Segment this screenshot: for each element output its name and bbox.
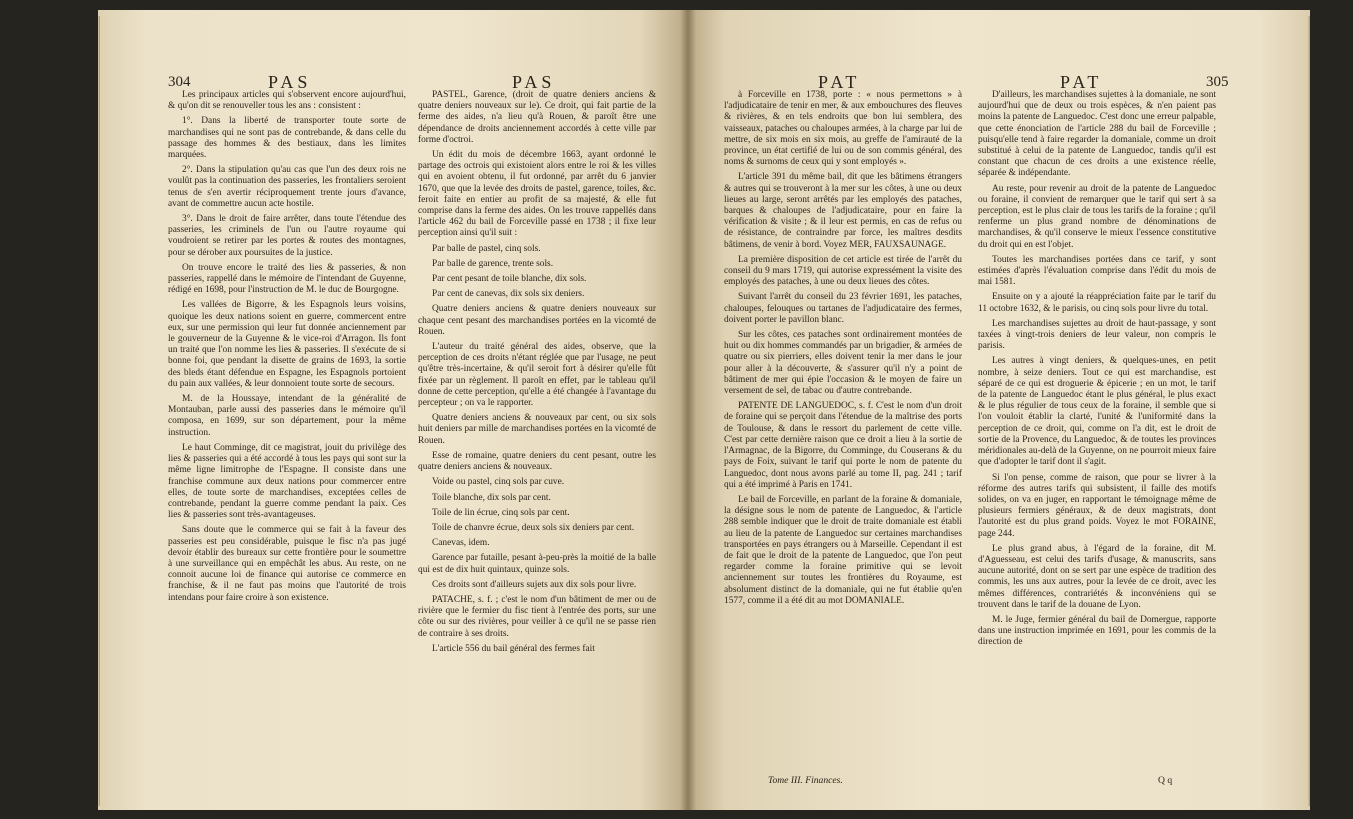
page-number: 304	[168, 74, 191, 90]
book-gutter	[680, 10, 696, 810]
paragraph: Le plus grand abus, à l'égard de la foraine, dit M. d'Aguesseau, est celui des tarifs d'usage, & manuscrits, sans aucune autorité, dont on se sert par une espèce de tradition des commis, les uns aux autres, pour la levée de ce droit, avec les mêmes différences, contrariétés & inconvéniens qui se trouvent dans le tarif de la douane de Lyon.	[978, 543, 1216, 610]
paragraph: Les principaux articles qui s'observent encore aujourd'hui, & qu'on dit se renouveller tous les ans : consistent :	[168, 90, 406, 112]
paragraph: Quatre deniers anciens & quatre deniers nouveaux sur chaque cent pesant des marchandises portées en la vicomté de Rouen.	[418, 304, 656, 337]
paragraph: Les marchandises sujettes au droit de haut-passage, y sont taxées à vingt-trois deniers de leur valeur, non compris le parisis.	[978, 318, 1216, 352]
paragraph: M. le Juge, fermier général du bail de Domergue, rapporte dans une instruction imprimée en 1691, pour les commis de la direction de	[978, 614, 1216, 648]
paragraph: L'article 556 du bail général des fermes fait	[432, 643, 595, 654]
paragraph: Les autres à vingt deniers, & quelques-unes, en petit nombre, à seize deniers. Tout ce qui est marchandise, est séparé de ce qui est droguerie & épicerie ; en un mot, le tarif de la patente de Languedoc étant le plus général, le plus exact & le plus régulier de tous ceux de la foraine, il semble que si l'on vouloit établir la clarté, l'unité & l'uniformité dans la perception de ce droit, qui, comme on l'a dit, est le droit de sortie de la Provence, du Languedoc, & de toutes les provinces méridionales au-delà de la Guyenne, on ne pourroit mieux faire que d'adopter le tarif dont il s'agit.	[978, 356, 1216, 468]
paragraph: PATENTE DE LANGUEDOC, s. f. C'est le nom d'un droit de foraine qui se perçoit dans l'étendue de la maîtrise des ports de Toulouse, & dans le ressort du parlement de cette ville. C'est par cette dernière raison que ce droit a lieu à la sortie de l'Armagnac, de la Bigorre, du Comminge, du Couserans & du pays de Foix, suivant le tarif qui porte le nom de patente du Languedoc, dont nous avons parlé au tome II, pag. 241 ; tarif qui a été imprimé à Paris en 1741.	[724, 401, 962, 490]
paragraph: Garence par futaille, pesant à-peu-près la moitié de la balle qui est de dix huit quintaux, quinze sols.	[418, 553, 656, 575]
paragraph: Sur les côtes, ces pataches sont ordinairement montées de huit ou dix hommes commandés par un brigadier, & armées de quatre ou six pierriers, elles doivent tenir la mer dans le jour pour aller à la découverte, & s'assurer qu'il n'y a point de bâtiment de mer qui épie l'occasion & le moyen de faire un versement de sel, de tabac ou d'autre contrebande.	[724, 330, 962, 397]
text-column-left	[168, 90, 406, 802]
paragraph: D'ailleurs, les marchandises sujettes à la domaniale, ne sont aujourd'hui que de deux ou trois espèces, & n'en paient pas moins la patente de Languedoc. C'est donc une erreur palpable, que cette énonciation de l'article 288 du bail de Forceville ; puisqu'elle tend à faire regarder la domaniale, comme un droit substitué à celui de la patente de Languedoc, tandis qu'il est constant que chacun de ces droits a une existence réelle, séparée & indépendante.	[978, 90, 1216, 179]
paragraph: 2°. Dans la stipulation qu'au cas que l'un des deux rois ne voulût pas la continuation des passeries, les frontaliers seroient tenus de s'en avertir réciproquement trente jours d'avance, avant de commettre aucun acte hostile.	[168, 165, 406, 209]
paragraph: La première disposition de cet article est tirée de l'arrêt du conseil du 9 mars 1719, qui autorise expressément la visite des employés des pataches, à une ou deux lieues des côtes.	[724, 254, 962, 288]
paragraph: Ces droits sont d'ailleurs sujets aux dix sols pour livre.	[432, 579, 637, 590]
paragraph: Au reste, pour revenir au droit de la patente de Languedoc ou foraine, il convient de remarquer que le tarif qui sert à sa perception, est le plus clair de tous les tarifs de la foraine ; qu'il renferme un plus grand nombre de dénominations de marchandises, & qu'il conserve le mieux l'essence constitutive du droit qui en est l'objet.	[978, 183, 1216, 250]
paragraph: Un édit du mois de décembre 1663, ayant ordonné le partage des octrois qui existoient alors entre le roi & les villes qui en avoient obtenu, il fut ordonné, par arrêt du 6 janvier 1670, que que la levée des droits de pastel, garence, toiles, &c. feroit faite en entier au profit de sa majesté, & elle fut comprise dans la ferme des aides. On les trouve rappellés dans l'article 462 du bail de Forceville passé en 1738 ; il fixe leur perception ainsi qu'il suit :	[418, 150, 656, 239]
paragraph: Toutes les marchandises portées dans ce tarif, y sont estimées d'après l'évaluation comprise dans l'édit du mois de mai 1581.	[978, 254, 1216, 288]
paragraph: PASTEL, Garence, (droit de quatre deniers anciens & quatre deniers nouveaux sur le). Ce droit, qui fait partie de la ferme des aides, n'a lieu qu'à Rouen, & paroît être une dépendance de droits anciennement accordés à cette ville par forme d'octroi.	[418, 90, 656, 145]
paragraph: Toile de chanvre écrue, deux sols six deniers par cent.	[432, 522, 635, 533]
running-head: PAT	[1060, 72, 1103, 92]
right-page	[688, 10, 1310, 810]
paragraph: M. de la Houssaye, intendant de la généralité de Montauban, parle aussi des passeries dans le mémoire qu'il composa, en 1699, sur son département, pour la même instruction.	[168, 394, 406, 438]
page-edges-right	[1308, 16, 1310, 806]
paragraph: L'article 391 du même bail, dit que les bâtimens étrangers & autres qui se trouveront à la mer sur les côtes, à une ou deux lieues au large, seront arrêtés par les employés des pataches, barques & chaloupes de l'adjudicataire, pour en faire la vérification & visite ; & il leur est permis, en cas de refus ou de résistance, de contraindre par force, les maîtres desdits bâtimens, de venir à bord. Voyez MER, FAUXSAUNAGE.	[724, 172, 962, 250]
running-head: PAS	[268, 72, 312, 92]
paragraph: L'auteur du traité général des aides, observe, que la perception de ces droits n'étant réglée que par l'usage, ne peut qu'être très-incertaine, & qu'il seroit fort à désirer qu'elle fût fixée par un règlement. Il paroît en effet, par le tableau qu'il donne de cette perception, qu'elle a été changée à l'avantage du percepteur ; on va le rapporter.	[418, 342, 656, 409]
paragraph: Canevas, idem.	[432, 538, 490, 549]
paragraph: Toile de lin écrue, cinq sols par cent.	[432, 507, 570, 518]
paragraph: 3°. Dans le droit de faire arrêter, dans toute l'étendue des passeries, les criminels de l'un ou l'autre royaume qui voudroient se retirer par les portes & routes des montagnes, pour se dérober aux poursuites de la justice.	[168, 214, 406, 258]
paragraph: Par cent pesant de toile blanche, dix sols.	[432, 274, 587, 285]
paragraph: Le bail de Forceville, en parlant de la foraine & domaniale, la désigne sous le nom de patente de Languedoc, & l'article 288 semble indiquer que le droit de traite domaniale est établi au lieu de la patente de Languedoc sur certaines marchandises transportées en pays étrangers ou à Marseille. Cependant il est de fait que le droit de la patente de Languedoc, que l'on peut regarder comme la foraine primitive qui se levoit anciennement sur toutes les frontières du Royaume, est absolument distinct de la domaniale, qui ne fut établie qu'en 1577, comme il a été dit au mot DOMANIALE.	[724, 494, 962, 606]
paragraph: 1°. Dans la liberté de transporter toute sorte de marchandises qui ne sont pas de contrebande, & dans celle du passage des hommes & des bestiaux, dans les limites marquées.	[168, 116, 406, 161]
text-column-right	[978, 90, 1216, 802]
paragraph: Si l'on pense, comme de raison, que pour se livrer à la réforme des autres tarifs qui subsistent, il faille des motifs solides, on va en juger, en rapportant le témoignage même de plusieurs fermiers généraux, & de deux magistrats, dont l'autorité est du plus grand poids. Voyez le mot FORAINE, page 244.	[978, 472, 1216, 539]
paragraph: Quatre deniers anciens & nouveaux par cent, ou six sols huit deniers par mille de marchandises portées en la vicomté de Rouen.	[418, 413, 656, 446]
paragraph: Le haut Comminge, dit ce magistrat, jouit du privilège des lies & passeries qui a été accordé à tous les pays qui sont sur la même ligne limitrophe de l'Espagne. Il consiste dans une franchise commune aux deux nations pour commercer entre elles, de toute sorte de marchandises, exceptées celles de contrebande, pendant la guerre comme pendant la paix. Ces lies & passeries sont très-avantageuses.	[168, 442, 406, 521]
paragraph: Par balle de garence, trente sols.	[432, 258, 554, 269]
paragraph: PATACHE, s. f. ; c'est le nom d'un bâtiment de mer ou de rivière que le fermier du fisc tient à l'entrée des ports, sur une côte ou sur des rivières, pour veiller à ce qu'il ne se passe rien de contraire à ses droits.	[418, 594, 656, 639]
paragraph: Par balle de pastel, cinq sols.	[432, 243, 541, 254]
paragraph: Ensuite on y a ajouté la réappréciation faite par le tarif du 11 octobre 1632, & le parisis, ou cinq sols pour livre du total.	[978, 292, 1216, 314]
text-column-right	[418, 90, 656, 802]
paragraph: Voide ou pastel, cinq sols par cuve.	[432, 477, 565, 488]
left-page	[98, 10, 688, 810]
paragraph: Esse de romaine, quatre deniers du cent pesant, outre les quatre deniers anciens & nouveaux.	[418, 450, 656, 473]
signature-mark: Q q	[1158, 775, 1173, 786]
paragraph: On trouve encore le traité des lies & passeries, & non passeries, rappellé dans le mémoire de l'intendant de Guyenne, rédigé en 1698, pour l'instruction de M. le duc de Bourgogne.	[168, 262, 406, 296]
paragraph: Suivant l'arrêt du conseil du 23 février 1691, les pataches, chaloupes, felouques ou tartanes de l'adjudicataire des fermes, doivent porter le pavillon blanc.	[724, 292, 962, 325]
open-book	[98, 10, 1310, 810]
running-head: PAS	[512, 72, 556, 92]
paragraph: Par cent de canevas, dix sols six deniers.	[432, 289, 585, 300]
footer-volume: Tome III. Finances.	[768, 775, 843, 786]
paragraph: Les vallées de Bigorre, & les Espagnols leurs voisins, quoique les deux nations soient en guerre, commercent entre eux, sur une permission qui leur fut donnée anciennement par le gouverneur de la Guyenne & le vice-roi d'Arragon. Ils font un traité que l'on nomme les lies & passeries. Il s'exécute de si bonne foi, que pendant la disette de grains de 1693, la sortie des bleds étant défendue en Espagne, les Espagnols portoient du pain aux vallées, & leur donnoient toute sorte de secours.	[168, 300, 406, 389]
page-edges-left	[98, 16, 100, 806]
paragraph: Toile blanche, dix sols par cent.	[432, 492, 551, 503]
text-column-left	[724, 90, 962, 802]
paragraph: Sans doute que le commerce qui se fait à la faveur des passeries est peu considérable, puisque le fisc n'a pas jugé devoir établir des bureaux sur cette frontière pour le soumettre à une surveillance qui en empêchât les abus. Au reste, on ne connoit aucune loi de finance qui autorise ce commerce en franchise, & il ne faut pas moins que l'autorité de trois intendans pour faire croire à son existence.	[168, 525, 406, 603]
running-head: PAT	[818, 72, 861, 92]
paragraph: à Forceville en 1738, porte : « nous permettons » à l'adjudicataire de tenir en mer, & aux embouchures des fleuves & rivières, & en tels endroits que bon lui semblera, des vaisseaux, pataches ou chaloupes armées, à la charge par lui de mettre, de six mois en six mois, au greffe de l'amirauté de la province, un état certifié de lui ou de son commis général, des noms & surnoms de ceux qui y sont employés ».	[724, 90, 962, 168]
page-number: 305	[1206, 74, 1229, 90]
